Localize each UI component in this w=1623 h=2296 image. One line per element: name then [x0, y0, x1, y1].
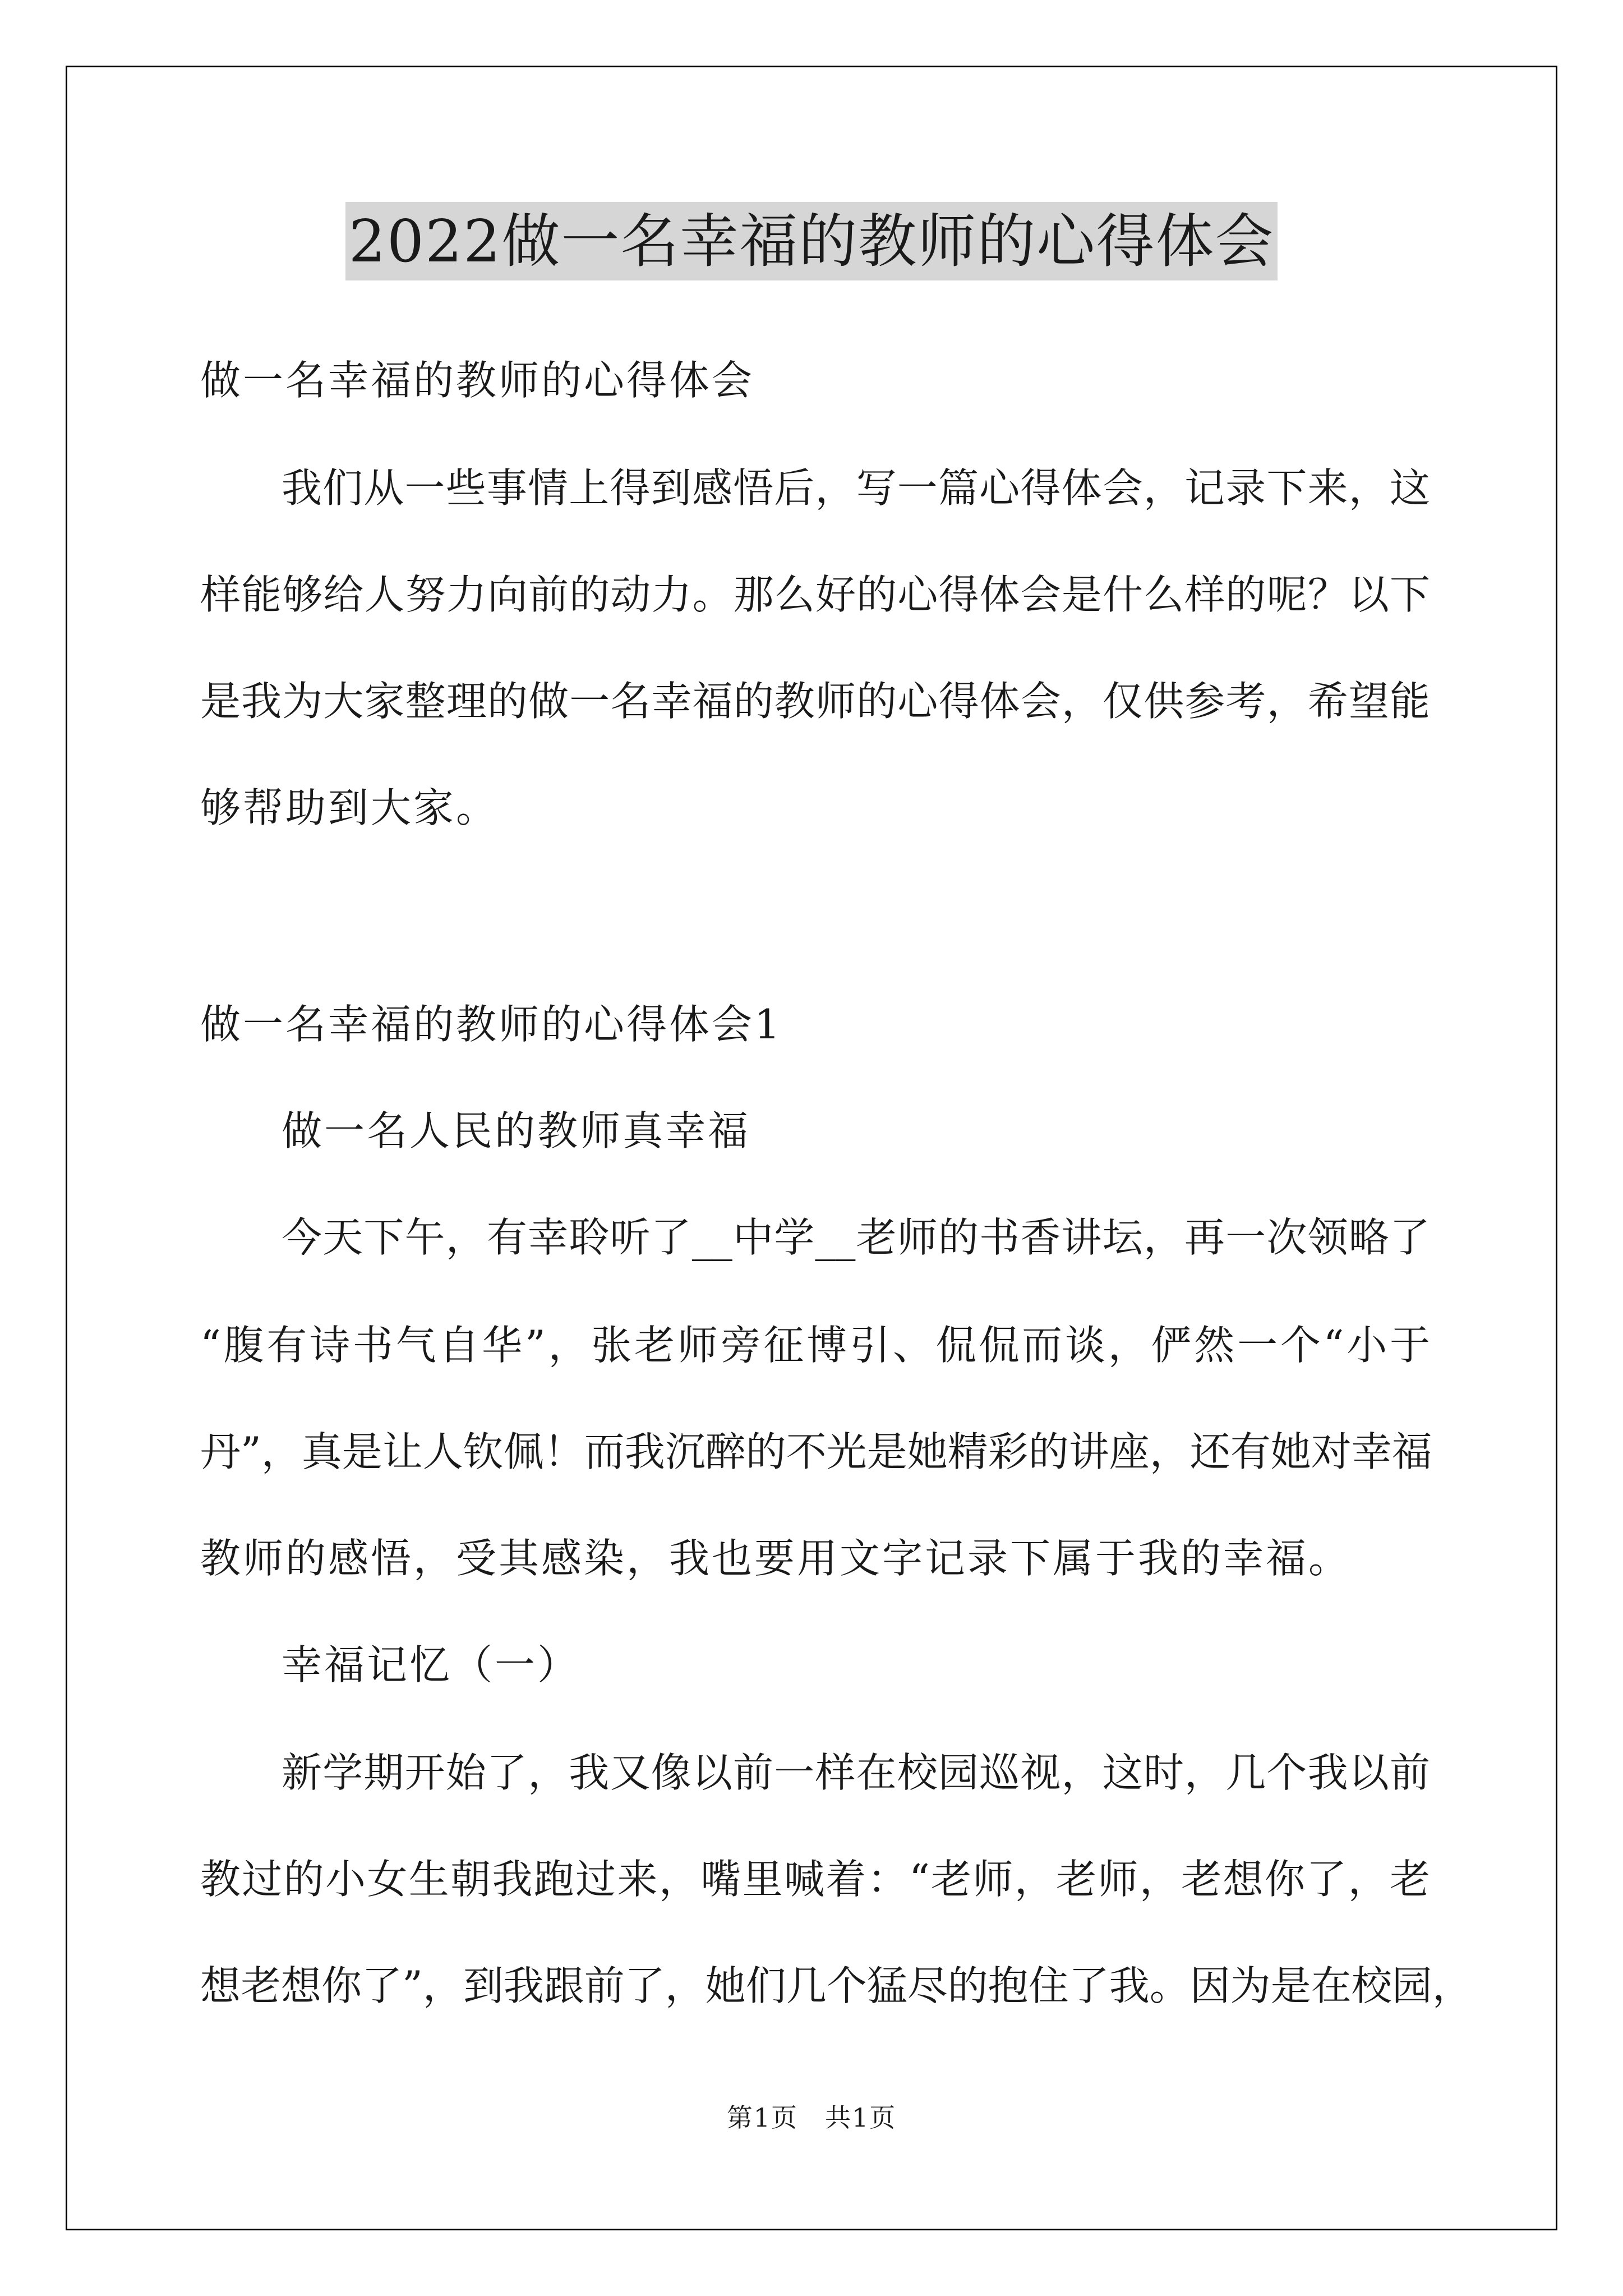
paragraph-line: 今天下午，有幸聆听了__中学__老师的书香讲坛，再一次领略了: [282, 1214, 1430, 1261]
paragraph-line: “腹有诗书气自华”，张老师旁征博引、侃侃而谈，俨然一个“小于: [200, 1322, 1430, 1369]
intro-line: 我们从一些事情上得到感悟后，写一篇心得体会，记录下来，这: [282, 464, 1430, 512]
intro-line: 够帮助到大家。: [200, 784, 499, 831]
intro-line: 样能够给人努力向前的动力。那么好的心得体会是什么样的呢？以下: [200, 571, 1430, 618]
section-subheading: 做一名人民的教师真幸福: [282, 1107, 751, 1154]
document-title: 2022做一名幸福的教师的心得体会: [345, 202, 1278, 280]
paragraph-line: 教师的感悟，受其感染，我也要用文字记录下属于我的幸福。: [200, 1535, 1352, 1582]
section-heading: 做一名幸福的教师的心得体会1: [200, 1001, 782, 1048]
title-container: [0, 202, 1623, 280]
memory-heading: 幸福记忆（一）: [282, 1641, 580, 1688]
paragraph-line: 丹”，真是让人钦佩！而我沉醉的不光是她精彩的讲座，还有她对幸福: [200, 1428, 1432, 1475]
intro-line: 是我为大家整理的做一名幸福的教师的心得体会，仅供参考，希望能: [200, 678, 1430, 725]
paragraph-line: 想老想你了”，到我跟前了，她们几个猛尽的抱住了我。因为是在校园，: [200, 1962, 1473, 2009]
paragraph-line: 新学期开始了，我又像以前一样在校园巡视，这时，几个我以前: [282, 1749, 1430, 1796]
document-subtitle: 做一名幸福的教师的心得体会: [200, 357, 755, 404]
paragraph-line: 教过的小女生朝我跑过来，嘴里喊着：“老师，老师，老想你了，老: [200, 1856, 1430, 1903]
page-footer: 第1页 共1页: [726, 2102, 897, 2133]
